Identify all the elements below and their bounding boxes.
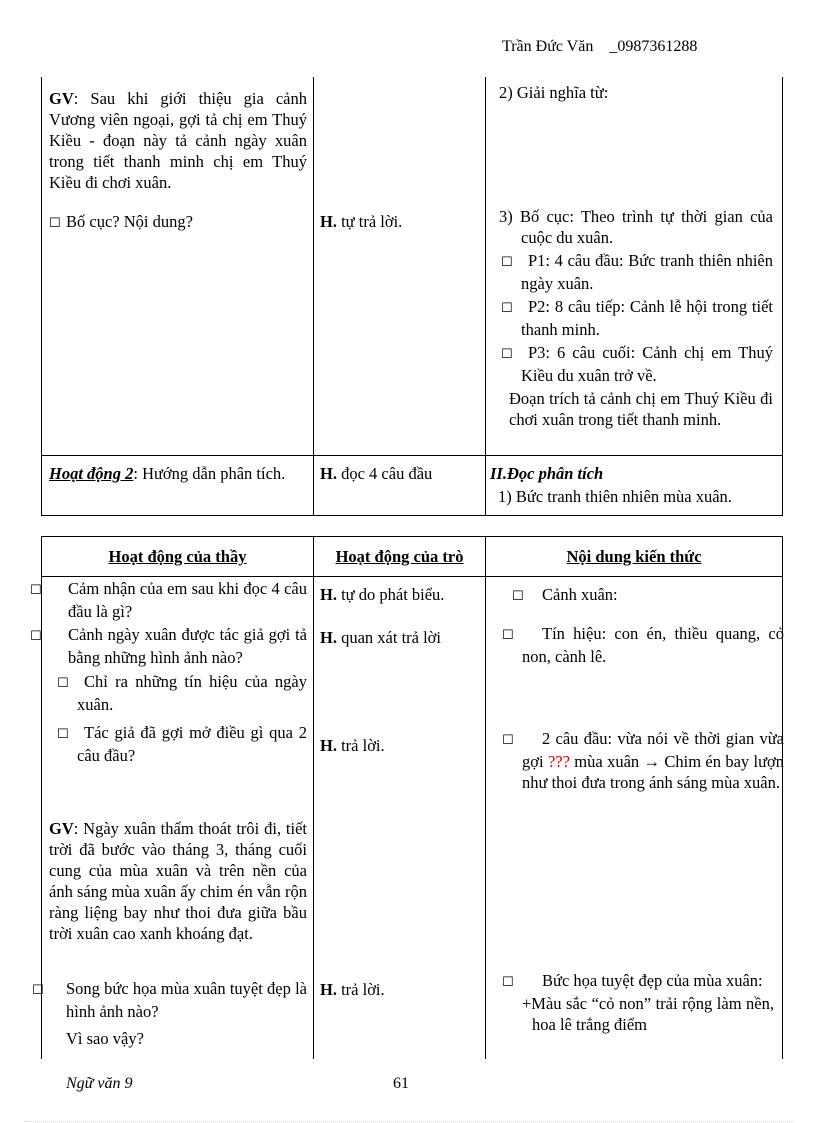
footer-page-number: 61	[393, 1075, 409, 1092]
checkbox-icon: ☐	[30, 629, 42, 644]
student-activity: H. quan xát trả lời	[320, 628, 441, 647]
table-border	[41, 536, 783, 537]
teacher-question: ☐ Song bức họa mùa xuân tuyệt đẹp là hình ảnh nào?	[32, 979, 307, 1021]
gv-label: GV	[49, 819, 74, 838]
author-phone: _0987361288	[609, 38, 698, 55]
content-item: ☐ Bức họa tuyệt đẹp của mùa xuân: +Màu sắc “cỏ non” trải rộng làm nền, hoa lê trắng điểm	[502, 971, 774, 1034]
structure-heading: 3) Bố cục: Theo trình tự thời gian của cuộc du xuân.	[499, 207, 773, 247]
checkbox-icon: ☐	[501, 255, 513, 270]
content-item: ☐ Tín hiệu: con én, thiều quang, cỏ non, cành lê.	[502, 624, 784, 666]
checkbox-icon: ☐	[502, 628, 514, 643]
section-subtitle: 1) Bức tranh thiên nhiên mùa xuân.	[498, 487, 732, 506]
table-border	[41, 455, 783, 456]
column-header-content: Nội dung kiến thức	[566, 547, 702, 566]
activity-heading: Hoạt động 2: Hướng dẫn phân tích.	[49, 464, 286, 483]
table-row	[49, 88, 307, 193]
checkbox-icon: ☐	[512, 589, 524, 604]
gv-label: GV	[49, 89, 74, 108]
student-activity: H. tự do phát biểu.	[320, 585, 445, 604]
checkbox-icon: ☐	[32, 983, 44, 998]
author-name: Trần Đức Văn	[502, 38, 594, 55]
teacher-column	[30, 578, 307, 766]
checkbox-icon: ☐	[501, 347, 513, 362]
checkbox-icon: ☐	[57, 676, 69, 691]
teacher-question: ☐ Cảm nhận của em sau khi đọc 4 câu đầu là gì?	[30, 579, 307, 621]
checkbox-icon: ☐	[501, 301, 513, 316]
missing-text-marker: ???	[547, 752, 570, 771]
structure-part-1: ☐ P1: 4 câu đầu: Bức tranh thiên nhiên ngày xuân.	[501, 251, 773, 293]
structure-part-2: ☐ P2: 8 câu tiếp: Cảnh lễ hội trong tiết thanh minh.	[501, 297, 773, 339]
section-title: II.Đọc phân tích	[490, 464, 604, 483]
table-border	[41, 576, 783, 577]
structure-part-3: ☐ P3: 6 câu cuối: Cảnh chị em Thuý Kiều du xuân trở về.	[501, 343, 773, 385]
page-bottom-divider	[24, 1121, 794, 1122]
table-border	[313, 77, 314, 516]
checkbox-icon: ☐	[502, 975, 514, 990]
structure-summary: Đoạn trích tả cảnh chị em Thuý Kiều đi chơi xuân trong tiết thanh minh.	[509, 389, 773, 429]
teacher-note: GV: Sau khi giới thiệu gia cảnh Vương viên ngoại, gợi tả chị em Thuý Kiều - đoạn này tả cảnh ngày xuân trong tiết thanh minh chị em Thuý Kiều đi chơi xuân.	[49, 89, 307, 192]
checkbox-icon: ☐	[49, 216, 61, 231]
table-border	[782, 77, 783, 516]
page-header	[502, 36, 697, 57]
teacher-question: Vì sao vậy?	[66, 1029, 144, 1048]
content-structure	[499, 206, 773, 430]
table-border	[313, 536, 314, 1059]
table-border	[41, 77, 42, 516]
checkbox-icon: ☐	[30, 583, 42, 598]
student-activity: H. trả lời.	[320, 736, 385, 755]
student-activity: H. đọc 4 câu đầu	[320, 464, 433, 483]
checkbox-icon: ☐	[57, 727, 69, 742]
table-border	[782, 536, 783, 1059]
column-header-teacher: Hoạt động của thầy	[108, 547, 247, 566]
checkbox-icon: ☐	[502, 733, 514, 748]
teacher-question: ☐ Chỉ ra những tín hiệu của ngày xuân.	[57, 672, 307, 714]
content-item: ☐ Cảnh xuân:	[512, 584, 774, 607]
teacher-question: ☐ Tác giả đã gợi mở điều gì qua 2 câu đầu?	[57, 723, 307, 765]
table-border	[41, 515, 783, 516]
table-border	[485, 536, 486, 1059]
footer-book-title: Ngữ văn 9	[66, 1075, 133, 1092]
content-item: 2) Giải nghĩa từ:	[499, 83, 609, 102]
table-border	[485, 77, 486, 516]
teacher-question: ☐ Bố cục? Nội dung?	[49, 211, 307, 234]
content-item: ☐ 2 câu đầu: vừa nói về thời gian vừa gợi ??? mùa xuân → Chim én bay lượn như thoi đưa trong ánh sáng mùa xuân.	[502, 729, 785, 792]
teacher-note: GV: Ngày xuân thấm thoát trôi đi, tiết trời đã bước vào tháng 3, tháng cuối cung của mùa xuân và trên nền của ánh sáng mùa xuân ấy chim én vẫn rộn ràng liệng bay như thoi đưa giữa bầu trời xuân cao xanh khoáng đạt.	[49, 819, 307, 943]
student-activity: H. trả lời.	[320, 980, 385, 999]
student-activity: H. tự trả lời.	[320, 212, 403, 231]
column-header-student: Hoạt động của trò	[335, 547, 464, 566]
teacher-column	[32, 978, 307, 1049]
teacher-question: ☐ Cảnh ngày xuân được tác giả gợi tả bằng những hình ảnh nào?	[30, 625, 307, 667]
section-heading	[490, 463, 775, 507]
